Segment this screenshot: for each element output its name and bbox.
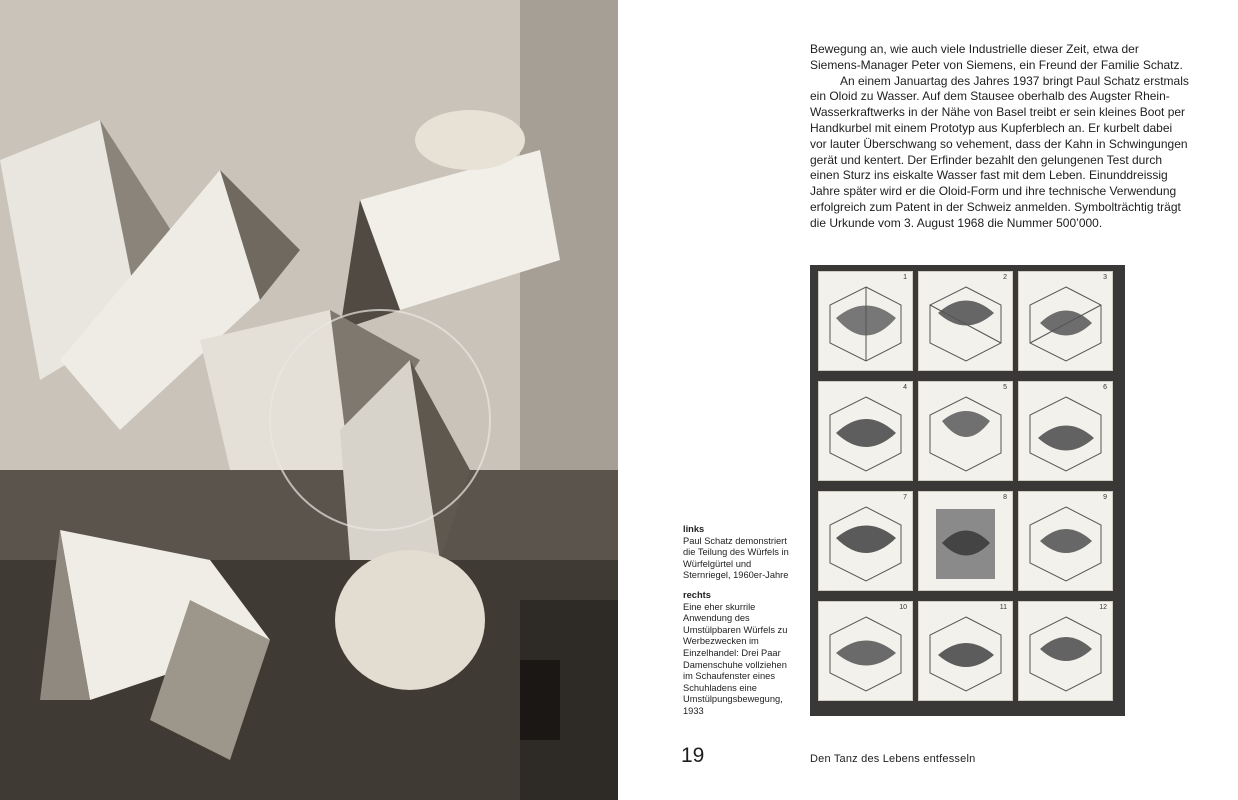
frame-number: 2	[1003, 274, 1007, 281]
umstuelp-cube-icon	[1026, 503, 1105, 583]
frame-number: 5	[1003, 384, 1007, 391]
contact-frame	[818, 601, 913, 701]
umstuelp-cube-icon	[1026, 283, 1105, 363]
umstuelp-cube-icon	[926, 283, 1005, 363]
frame-number: 6	[1103, 384, 1107, 391]
body-paragraph-2: An einem Januartag des Jahres 1937 bringt Paul Schatz erstmals ein Oloid zu Wasser. Auf dem Stausee oberhalb des Augster Rhein-Wasserkraftwerks in der Nähe von Basel treibt er sein kleines Boot per Handkurbel mit einem Prototyp aus Kupferblech an. Er kurbelt dabei vor lauter Überschwang so vehement, dass der Kahn in Schwingungen gerät und kentert. Der Erfinder bezahlt den gelungenen Test durch einen Sturz ins eiskalte Wasser fast mit dem Leben. Einunddreissig Jahre später wird er die Oloid-Form und ihre technische Verwendung erfolgreich zum Patent in der Schweiz anmelden. Symbolträchtig trägt die Urkunde vom 3. August 1968 die Nummer 500’000.	[810, 73, 1189, 230]
caption-right-text: Eine eher skurrile Anwendung des Umstülpbaren Würfels zu Werbezwecken im Einzelhandel: Drei Paar Damenschuhe vollziehen im Schaufenster eines Schuhladens eine Umstülpungsbewegung, 1933	[683, 601, 788, 716]
umstuelp-cube-icon	[926, 393, 1005, 473]
frame-number: 12	[1099, 604, 1107, 611]
caption-left-heading: links	[683, 524, 705, 534]
page-number: 19	[681, 744, 705, 767]
frame-number: 7	[903, 494, 907, 501]
contact-frame	[1018, 381, 1113, 481]
umstuelp-cube-icon	[1026, 393, 1105, 473]
frame-number: 4	[903, 384, 907, 391]
contact-frame	[818, 491, 913, 591]
caption-left-text: Paul Schatz demonstriert die Teilung des Würfels in Würfelgürtel und Sternriegel, 1960er-Jahre	[683, 535, 789, 581]
body-text	[810, 42, 1190, 232]
left-photo	[0, 0, 618, 800]
umstuelp-cube-icon	[826, 503, 905, 583]
frame-number: 9	[1103, 494, 1107, 501]
frame-number: 10	[899, 604, 907, 611]
contact-frame	[918, 601, 1013, 701]
contact-frame	[1018, 271, 1113, 371]
contact-sheet-photo	[810, 265, 1125, 716]
frame-number: 3	[1103, 274, 1107, 281]
body-paragraph-1: Bewegung an, wie auch viele Industrielle dieser Zeit, etwa der Siemens-Manager Peter von Siemens, ein Freund der Familie Schatz.	[810, 42, 1183, 72]
contact-frame	[918, 491, 1013, 591]
contact-frame	[1018, 601, 1113, 701]
cube-sculpture-photo	[0, 0, 618, 800]
umstuelp-cube-icon	[826, 613, 905, 693]
contact-frame	[918, 271, 1013, 371]
umstuelp-cube-icon	[826, 283, 905, 363]
contact-frame	[1018, 491, 1113, 591]
umstuelp-cube-icon	[1026, 613, 1105, 693]
frame-number: 8	[1003, 494, 1007, 501]
running-title: Den Tanz des Lebens entfesseln	[810, 753, 976, 765]
umstuelp-cube-icon	[926, 503, 1005, 583]
caption-right-heading: rechts	[683, 589, 711, 600]
frame-number: 11	[999, 604, 1007, 611]
frame-number: 1	[903, 274, 907, 281]
contact-frame	[818, 271, 913, 371]
umstuelp-cube-icon	[826, 393, 905, 473]
contact-frame	[818, 381, 913, 481]
contact-frame	[918, 381, 1013, 481]
umstuelp-cube-icon	[926, 613, 1005, 693]
captions	[683, 524, 795, 726]
